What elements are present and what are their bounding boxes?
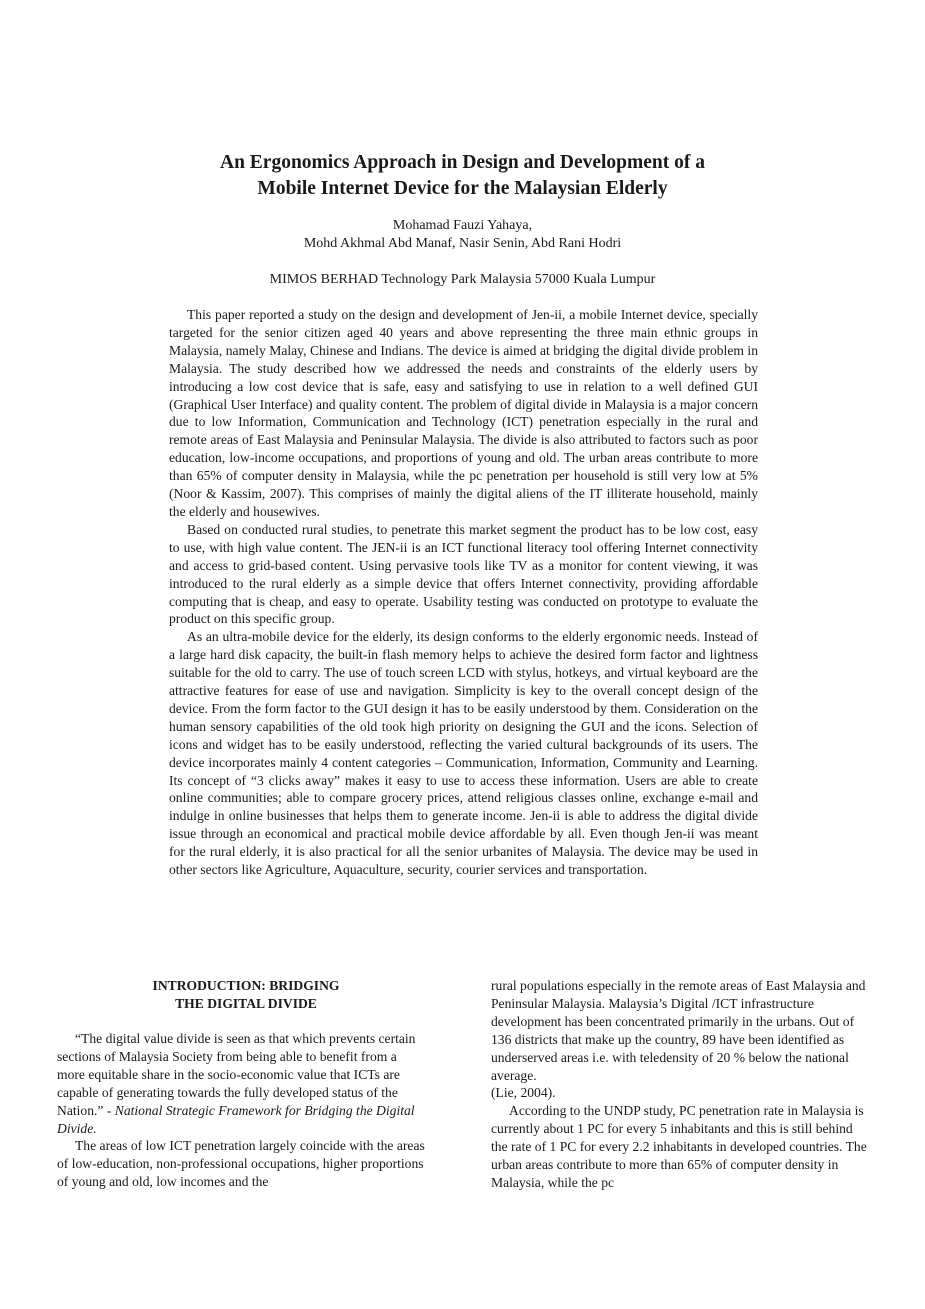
right-column [491, 977, 869, 1192]
authors-line-1: Mohamad Fauzi Yahaya, [392, 218, 533, 233]
authors-line-2: Mohd Akhmal Abd Manaf, Nasir Senin, Abd Rani Hodri [303, 236, 622, 251]
intro-paragraph-2: According to the UNDP study, PC penetration rate in Malaysia is currently about 1 PC for every 5 inhabitants and this is still behind the rate of 1 PC for every 2.2 inhabitants in developed countries. The urban areas contribute to more than 65% of computer density in Malaysia, while the pc [491, 1103, 867, 1190]
epigraph-quote [57, 1030, 425, 1137]
title-line-1: An Ergonomics Approach in Design and Development of a [219, 152, 705, 173]
authors [100, 217, 825, 253]
quote-source: National Strategic Framework for Bridging the Digital Divide. [57, 1102, 415, 1136]
abstract-paragraph-1: This paper reported a study on the design and development of Jen-ii, a mobile Internet device, specially targeted for the senior citizen aged 40 years and above representing the three main ethnic groups in Malaysia, namely Malay, Chinese and Indians. The device is aimed at bridging the digital divide problem in Malaysia. The study described how we addressed the needs and constraints of the elderly users by introducing a low cost device that is safe, easy and satisfying to use in relation to a well defined GUI (Graphical User Interface) and quality content. The problem of digital divide in Malaysia is a major concern due to low Information, Communication and Technology (ICT) penetration especially in the rural and remote areas of East Malaysia and Peninsular Malaysia. The divide is also attributed to factors such as poor education, low-income occupations, and proportions of young and old. The urban areas contribute to more than 65% of computer density in Malaysia, while the pc penetration per household is still very low at 5% (Noor & Kassim, 2007). This comprises of mainly the digital aliens of the IT illiterate household, mainly the elderly and housewives. [169, 307, 758, 519]
affiliation: MIMOS BERHAD Technology Park Malaysia 57000 Kuala Lumpur [269, 272, 656, 287]
abstract [169, 306, 758, 879]
paper-title [100, 150, 825, 202]
quote-text: “The digital value divide is seen as that which prevents certain sections of Malaysia Society from being able to benefit from a more equitable share in the socio-economic value that ICTs are capable of generating towards the fully developed status of the Nation.” - [57, 1031, 416, 1118]
intro-paragraph-1-continued: rural populations especially in the remote areas of East Malaysia and Peninsular Malaysia. Malaysia’s Digital /ICT infrastructure development has been concentrated primarily in the urbans. Out of 136 districts that make up the country, 89 have been identified as underserved areas i.e. with teledensity of 20 % below the national average. [491, 978, 866, 1083]
citation: (Lie, 2004). [491, 1085, 556, 1101]
section-heading-line-2: THE DIGITAL DIVIDE [175, 996, 317, 1011]
section-heading-line-1: INTRODUCTION: BRIDGING [152, 978, 340, 993]
abstract-paragraph-3: As an ultra-mobile device for the elderly, its design conforms to the elderly ergonomic needs. Instead of a large hard disk capacity, the built-in flash memory helps to achieve the desired form factor and lightness suitable for the old to carry. The use of touch screen LCD with stylus, hotkeys, and virtual keyboard are the attractive features for ease of use and navigation. Simplicity is key to the overall concept design of the device. From the form factor to the GUI design it has to be easily understood by them. Consideration on the human sensory capabilities of the old took high priority on designing the GUI and the icons. Selection of icons and widget has to be easily understood, reflecting the varied cultural backgrounds of its users. The device incorporates mainly 4 content categories – Communication, Information, Community and Learning. Its concept of “3 clicks away” makes it easy to use to access these information. Users are able to create online communities; able to compare grocery prices, attend religious classes online, exchange e-mail and indulge in online businesses that helps them to generate income. Jen-ii is able to address the digital divide issue through an economical and practical mobile device affordable by all. Even though Jen-ii was meant for the rural elderly, it is also practical for all the senior urbanites of Malaysia. The device may be used in other sectors like Agriculture, Aquaculture, security, courier services and transportation. [169, 629, 758, 878]
abstract-paragraph-2: Based on conducted rural studies, to penetrate this market segment the product has to be low cost, easy to use, with high value content. The JEN-ii is an ICT functional literacy tool offering Internet connectivity and access to grid-based content. Using pervasive tools like TV as a monitor for content viewing, it was introduced to the rural elderly as a simple device that offers Internet connectivity, providing affordable computing that is cheap, and easy to operate. Usability testing was conducted on prototype to evaluate the product on this specific group. [169, 521, 758, 627]
intro-paragraph-1: The areas of low ICT penetration largely coincide with the areas of low-education, non-professional occupations, higher proportions of young and old, low incomes and the [57, 1138, 425, 1190]
section-heading [57, 977, 425, 1013]
left-column [57, 977, 425, 1191]
title-line-2: Mobile Internet Device for the Malaysian Elderly [257, 178, 668, 199]
